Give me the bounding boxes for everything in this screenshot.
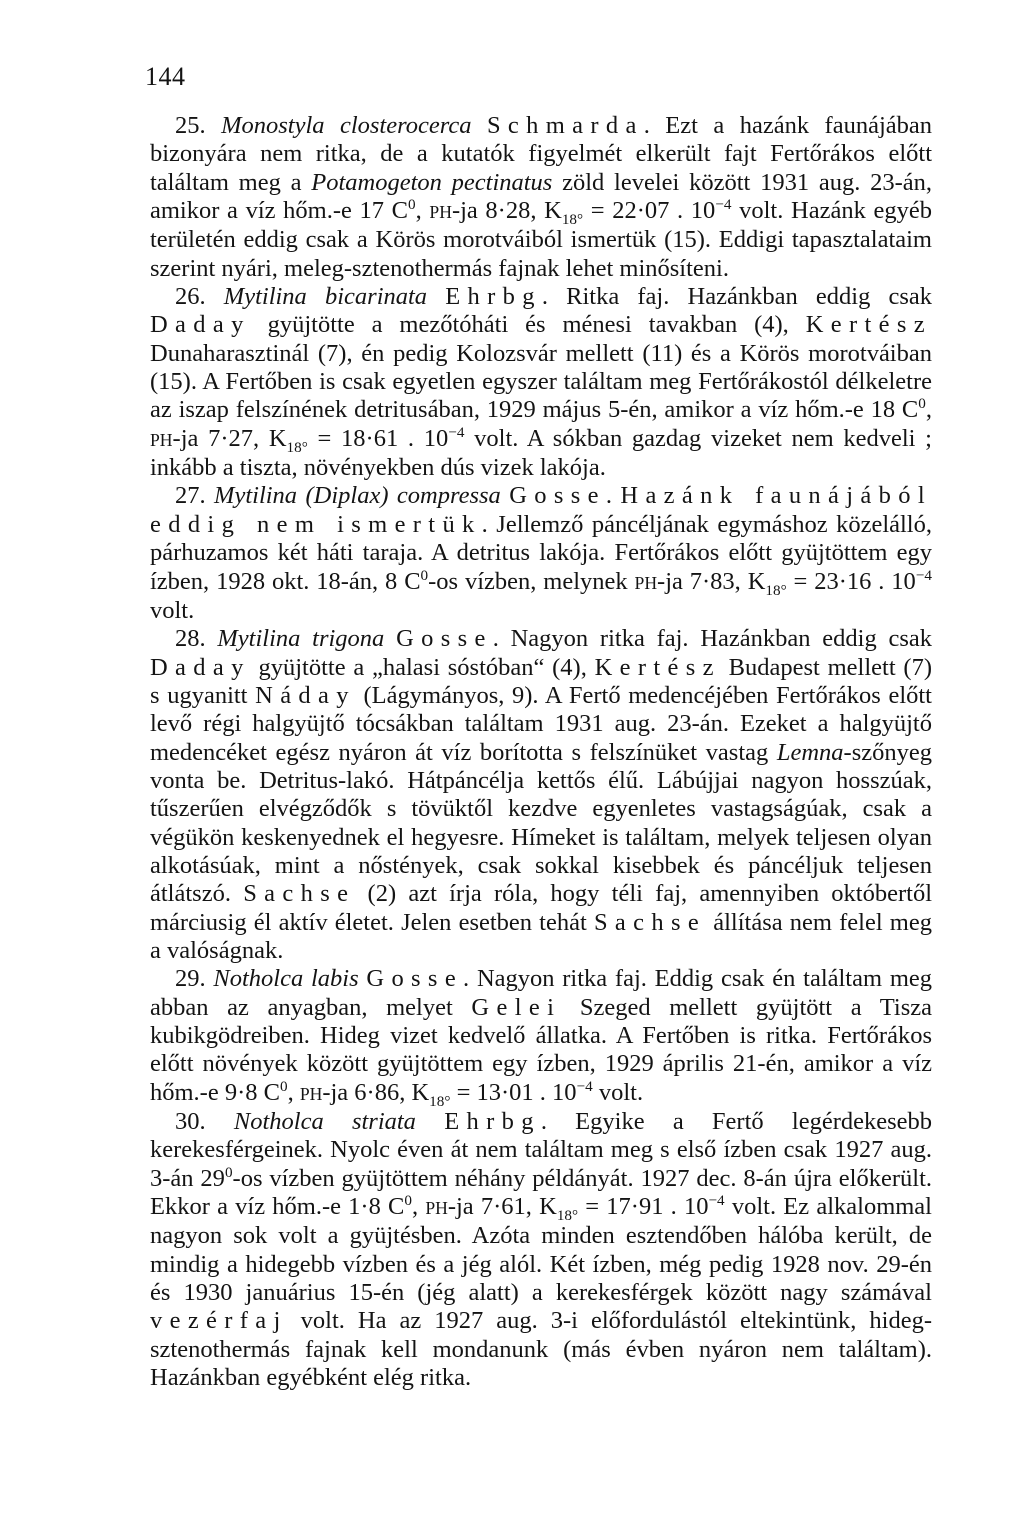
subscript: 18° (561, 210, 584, 228)
spaced-text: Schmarda (486, 112, 644, 139)
paragraph-26 (150, 283, 932, 482)
text-run: (2) azt írja róla, hogy téli faj, amennyiben októbertől márciusig él aktív életet. Jelen esetben tehát (150, 880, 933, 936)
text-run: volt. Ez alkalommal nagyon sok volt a gyüjtésben. Azóta minden esztendőben hálóba került, de mindig a hidegebb vízben és a jég alól. Két ízben, még pedig 1928 nov. 29-én és 1930 januárius 15-én (jég alatt) a kerekesférgek között nagy számával (150, 1193, 932, 1307)
superscript: −4 (576, 1077, 593, 1095)
text-run: = 18·61 . 10 (307, 424, 449, 452)
spaced-text: Sachse (243, 880, 356, 908)
italic-text: Notholca striata (233, 1108, 416, 1136)
text-run: volt. Ha az 1927 aug. 3-i előfordulástól eltekintünk, hideg-sztenothermás fajnak kell mondanunk (más évben nyáron nem találtam). Hazánkban egyébként elég ritka. (150, 1307, 932, 1392)
text-run: , (925, 396, 932, 424)
text-run: volt. A sókban gazdag vizeket nem kedveli ; inkább a tiszta, növényekben dús vizek lakója. (150, 424, 932, 482)
italic-text: Notholca labis (213, 965, 359, 993)
small-caps-text: PH (429, 202, 452, 223)
italic-text: Mytilina trigona (217, 625, 385, 653)
text-run: = 22·07 . 10 (583, 197, 716, 225)
spaced-text: Ehrbg (444, 1108, 541, 1136)
text-run: zöld levelei között 1931 aug. 23-án, amikor a víz hőm.-e 17 C (150, 168, 932, 225)
paragraph-28 (150, 625, 932, 965)
subscript: 18° (556, 1206, 579, 1224)
spaced-text: Daday (150, 311, 251, 339)
text-run: . Nagyon ritka faj. Eddig csak én találtam meg abban az anyagban, melyet (150, 965, 932, 1021)
text-run: 30. (175, 1108, 234, 1136)
italic-text: Lemna (776, 738, 844, 766)
text-run: volt. Hazánk egyéb területén eddig csak a Körös morotváiból ismertük (15). Eddigi tapasztalataim szerint nyári, meleg-sztenothermás fajnak lehet minősíteni. (150, 197, 932, 282)
italic-text: Mytilina bicarinata (223, 283, 428, 311)
text-run: gyüjtötte a „halasi sóstóban“ (4), (250, 653, 595, 681)
text-run: gyüjtötte a mezőtóháti és ménesi tavakban (4), (250, 311, 806, 339)
text-run: -szőnyeg vonta be. Detritus-lakó. Hátpáncélja kettős élű. Lábújjai nagyon hosszúak, tűszerűen elvégződők s tövüktől kezdve egyenletes vastagságúak, csak a végükön keskenyednek el hegyesre. Hímeket is találtam, melyek teljesen olyan alkotásúak, mint a nőstények, csak sokkal kisebbek és páncéljuk teljesen átlátszó. (150, 738, 932, 908)
superscript: 0 (420, 566, 429, 584)
spaced-text: Náday (255, 681, 356, 709)
text-run: -ja 7·83, K (657, 567, 766, 595)
text-run: , (411, 1193, 426, 1221)
superscript: 0 (279, 1077, 288, 1095)
spaced-text: Gelei (471, 993, 562, 1021)
text-run: . Ritka faj. Hazánkban eddig csak (541, 283, 933, 311)
spaced-text: Ehrbg (445, 283, 542, 311)
superscript: −4 (708, 1191, 725, 1209)
small-caps-text: PH (299, 1083, 323, 1104)
italic-text: Mytilina (Diplax) compressa (214, 482, 501, 510)
text-run: , (415, 197, 430, 225)
text-run: -ja 7·27, K (172, 424, 287, 452)
small-caps-text: PH (425, 1198, 448, 1219)
text-run: 27. (175, 482, 215, 510)
text-run: volt. (592, 1078, 644, 1106)
italic-text: Monostyla closterocerca (221, 112, 472, 139)
text-run (416, 1108, 444, 1135)
text-run: = 23·16 . 10 (786, 567, 916, 595)
page-number: 144 (145, 62, 186, 91)
italic-text: Potamogeton pectinatus (311, 168, 553, 196)
text-run: volt. (150, 596, 195, 624)
text-run: -ja 7·61, K (447, 1193, 557, 1221)
text-run: Dunaharasztinál (7), én pedig Kolozsvár mellett (11) és a Körös morotváiban (15). A Fertőben is csak egyetlen egyszer találtam meg Fertőrákostól délkeletre az iszap felszínének detritusában, 1929 május 5-én, amikor a víz hőm.-e 18 C (150, 339, 932, 424)
text-run: Szeged mellett gyüjtött a Tisza kubikgödreiben. Hideg vizet kedvelő állatka. A Fertőben is ritka. Fertőrákos előtt növények között gyüjtöttem egy ízben, 1929 április 21-én, amikor a víz hőm.-e 9·8 C (150, 993, 932, 1106)
superscript: −4 (715, 195, 732, 213)
text-run: . Egyike a Fertő legérdekesebb kerekesférgeinek. Nyolc éven át nem találtam meg s első ízben csak 1927 aug. 3-án 29 (150, 1108, 933, 1192)
superscript: 0 (918, 395, 926, 413)
text-run: 25. (175, 112, 222, 139)
paragraph-29 (150, 965, 932, 1108)
spaced-text: Gosse (366, 965, 464, 993)
text-run: 26. (175, 283, 224, 311)
text-run: 28. (175, 625, 218, 653)
spaced-text: Gosse (396, 625, 493, 653)
text-run (384, 625, 396, 652)
spaced-text: Hazánk faunájából eddig nem ismertük (150, 482, 932, 538)
text-run: Budapest mellett (7) s ugyanitt (150, 653, 932, 709)
small-caps-text: PH (634, 572, 658, 593)
spaced-text: Gosse (509, 482, 606, 510)
text-run: , (287, 1078, 300, 1106)
small-caps-text: PH (150, 429, 173, 450)
spaced-text: Daday (150, 653, 251, 681)
text-run: állítása nem felel meg a valóságnak. (150, 908, 932, 964)
text-run (501, 482, 509, 509)
text-run (471, 112, 486, 139)
text-run: (Lágymányos, 9). A Fertő medencéjében Fertőrákos előtt levő régi halgyüjtő tócsákban találtam 1931 aug. 23-án. Ezeket a halgyüjtő medencéket egész nyáron át víz borította s felszínüket vastag (150, 681, 932, 766)
superscript: 0 (224, 1163, 233, 1181)
paragraph-27 (150, 482, 932, 625)
text-run (427, 283, 445, 310)
text-run: = 13·01 . 10 (450, 1078, 577, 1106)
text-run: . Ezt a hazánk faunájában bizonyára nem ritka, de a kutatók figyelmét elkerült fajt Fertőrákos előtt találtam meg a (150, 112, 932, 196)
text-run: -ja 6·86, K (322, 1078, 430, 1106)
spaced-text: vezérfaj (150, 1307, 288, 1335)
superscript: −4 (448, 423, 465, 441)
superscript: −4 (915, 566, 932, 584)
paragraph-30 (150, 1108, 932, 1392)
spaced-text: Sachse (593, 908, 707, 936)
text-run: . Nagyon ritka faj. Hazánkban eddig csak (492, 625, 932, 653)
paragraph-25 (150, 112, 932, 283)
text-run: -os vízben gyüjtöttem néhány példányát. 1927 dec. 8-án újra előkerült. Ekkor a víz hőm.-e 1·8 C (150, 1164, 932, 1221)
superscript: 0 (404, 1191, 412, 1209)
text-run: -os vízben, melynek (428, 567, 635, 595)
subscript: 18° (429, 1092, 451, 1110)
superscript: 0 (408, 195, 416, 213)
subscript: 18° (286, 438, 308, 456)
text-run: . (605, 482, 621, 510)
text-run: 29. (175, 965, 214, 993)
spaced-text: Kertész (594, 653, 721, 681)
subscript: 18° (765, 581, 787, 599)
text-run: . Jellemző páncéljának egymáshoz közelálló, párhuzamos két háti taraja. A detritus lakója. Fertőrákos előtt gyüjtöttem egy ízben, 1928 okt. 18-án, 8 C (150, 510, 932, 595)
text-run: = 17·91 . 10 (578, 1193, 709, 1221)
spaced-text: Kertész (805, 311, 932, 339)
body-text (150, 112, 932, 1392)
text-run: -ja 8·28, K (451, 197, 562, 225)
